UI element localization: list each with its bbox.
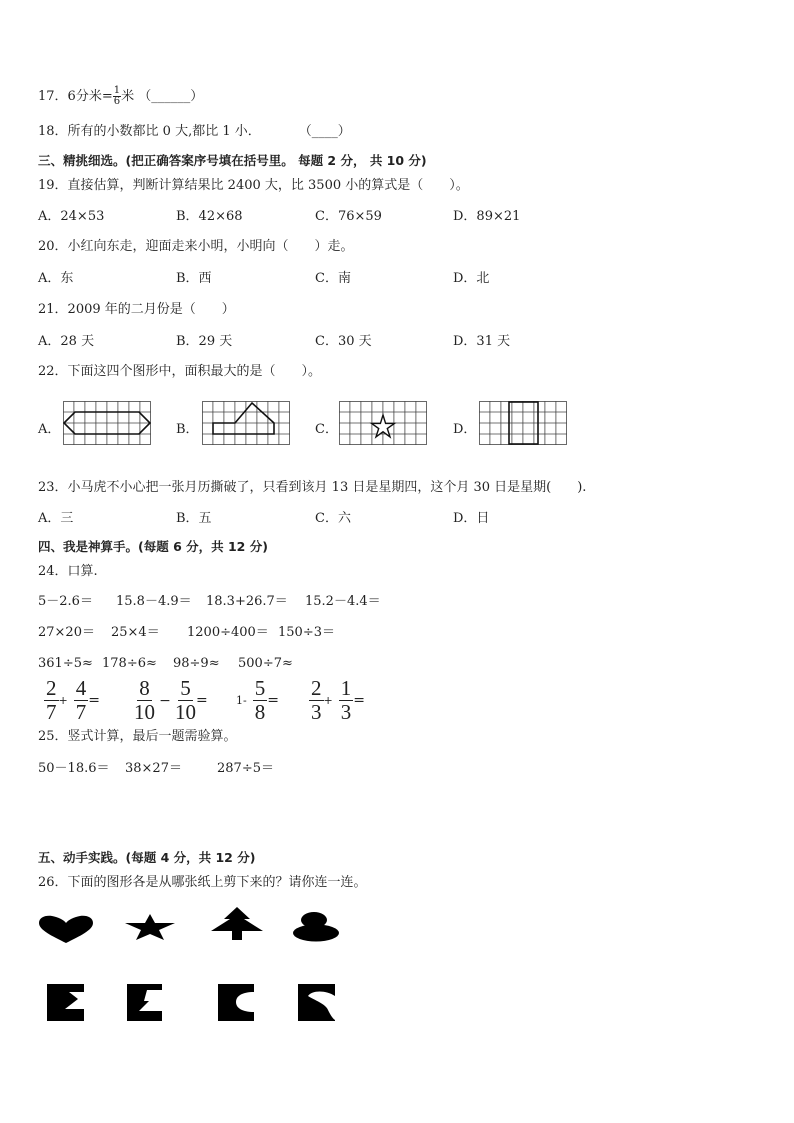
q23-option-d[interactable]: D．日 bbox=[453, 511, 490, 526]
fraction-one-sixth: $\frac{1}{6}$ bbox=[113, 85, 121, 107]
question-24-stem: 24．口算. bbox=[38, 564, 98, 579]
grid-figure-a-hexagon bbox=[63, 401, 151, 445]
q23-option-a[interactable]: A．三 bbox=[38, 511, 74, 526]
calc-item: 5－2.6＝ bbox=[38, 594, 93, 609]
section-5-title: 五、动手实践。(每题 4 分，共 12 分) bbox=[38, 850, 256, 865]
q19-option-d[interactable]: D．89×21 bbox=[453, 209, 521, 224]
q19-option-a[interactable]: A．24×53 bbox=[38, 209, 105, 224]
calc-item: 361÷5≈ bbox=[38, 656, 93, 671]
question-20-stem: 20．小红向东走，迎面走来小明，小明向（ ）走。 bbox=[38, 239, 354, 254]
answer-blank-17[interactable]: ______ bbox=[151, 89, 191, 104]
grid-figure-b-house bbox=[202, 401, 290, 445]
q20-option-c[interactable]: C．南 bbox=[315, 271, 351, 286]
question-19-stem: 19．直接估算，判断计算结果比 2400 大，比 3500 小的算式是（ ）。 bbox=[38, 178, 469, 193]
heart-shape-icon[interactable] bbox=[38, 914, 94, 944]
grid-figure-c-star bbox=[339, 401, 427, 445]
q21-option-b[interactable]: B．29 天 bbox=[176, 334, 233, 349]
q19-option-b[interactable]: B．42×68 bbox=[176, 209, 243, 224]
fraction-expression-2: $\frac{8}{10}$ − $\frac{5}{10}$ = bbox=[134, 676, 208, 724]
paper-piece-b-icon[interactable] bbox=[127, 984, 162, 1021]
q21-option-c[interactable]: C．30 天 bbox=[315, 334, 372, 349]
question-21-stem: 21．2009 年的二月份是（ ） bbox=[38, 302, 235, 317]
q20-option-a[interactable]: A．东 bbox=[38, 271, 74, 286]
grid-figure-d-square bbox=[479, 401, 567, 445]
q22-option-d[interactable]: D． bbox=[453, 422, 477, 437]
q20-option-b[interactable]: B．西 bbox=[176, 271, 212, 286]
tree-shape-icon[interactable] bbox=[210, 907, 264, 940]
q23-option-b[interactable]: B．五 bbox=[176, 511, 212, 526]
vertical-calc-item: 38×27＝ bbox=[125, 761, 182, 776]
q22-option-b[interactable]: B． bbox=[176, 422, 199, 437]
q21-option-a[interactable]: A．28 天 bbox=[38, 334, 95, 349]
q22-option-c[interactable]: C． bbox=[315, 422, 338, 437]
vertical-calc-item: 50－18.6＝ bbox=[38, 761, 110, 776]
question-17: 17．6分米= $\frac{1}{6}$ 米 （______） bbox=[38, 85, 204, 107]
question-26-stem: 26．下面的图形各是从哪张纸上剪下来的？请你连一连。 bbox=[38, 875, 367, 890]
section-4-title: 四、我是神算手。(每题 6 分，共 12 分) bbox=[38, 539, 268, 554]
fraction-expression-4: $\frac{2}{3}$ + $\frac{1}{3}$ = bbox=[311, 676, 365, 724]
snowman-shape-icon[interactable] bbox=[292, 911, 340, 942]
question-18: 18．所有的小数都比 0 大,都比 1 小． （____） bbox=[38, 124, 351, 139]
question-22-stem: 22．下面这四个图形中，面积最大的是（ ）。 bbox=[38, 364, 322, 379]
calc-item: 25×4＝ bbox=[111, 625, 160, 640]
star-shape-icon[interactable] bbox=[124, 913, 176, 941]
question-23-stem: 23．小马虎不小心把一张月历撕破了，只看到该月 13 日是星期四，这个月 30 日是星期( ). bbox=[38, 480, 587, 495]
paper-piece-d-icon[interactable] bbox=[298, 984, 335, 1021]
q19-option-c[interactable]: C．76×59 bbox=[315, 209, 382, 224]
calc-item: 18.3+26.7＝ bbox=[206, 594, 288, 609]
calc-item: 15.8－4.9＝ bbox=[116, 594, 192, 609]
calc-item: 15.2－4.4＝ bbox=[305, 594, 381, 609]
calc-item: 500÷7≈ bbox=[238, 656, 293, 671]
calc-item: 178÷6≈ bbox=[102, 656, 157, 671]
vertical-calc-item: 287÷5＝ bbox=[217, 761, 274, 776]
fraction-expression-3: 1- $\frac{5}{8}$ = bbox=[236, 676, 279, 724]
section-3-title: 三、精挑细选。(把正确答案序号填在括号里。 每题 2 分， 共 10 分) bbox=[38, 153, 427, 168]
q20-option-d[interactable]: D．北 bbox=[453, 271, 490, 286]
answer-blank-18[interactable]: ____ bbox=[311, 124, 338, 139]
question-25-stem: 25．竖式计算，最后一题需验算。 bbox=[38, 729, 237, 744]
q22-option-a[interactable]: A． bbox=[38, 422, 61, 437]
calc-item: 27×20＝ bbox=[38, 625, 95, 640]
calc-item: 98÷9≈ bbox=[173, 656, 220, 671]
paper-piece-c-icon[interactable] bbox=[218, 984, 254, 1021]
calc-item: 1200÷400＝ bbox=[187, 625, 269, 640]
paper-piece-a-icon[interactable] bbox=[47, 984, 84, 1021]
calc-item: 150÷3＝ bbox=[278, 625, 335, 640]
fraction-expression-1: $\frac{2}{7}$ + $\frac{4}{7}$ = bbox=[46, 676, 100, 724]
q23-option-c[interactable]: C．六 bbox=[315, 511, 351, 526]
q21-option-d[interactable]: D．31 天 bbox=[453, 334, 511, 349]
